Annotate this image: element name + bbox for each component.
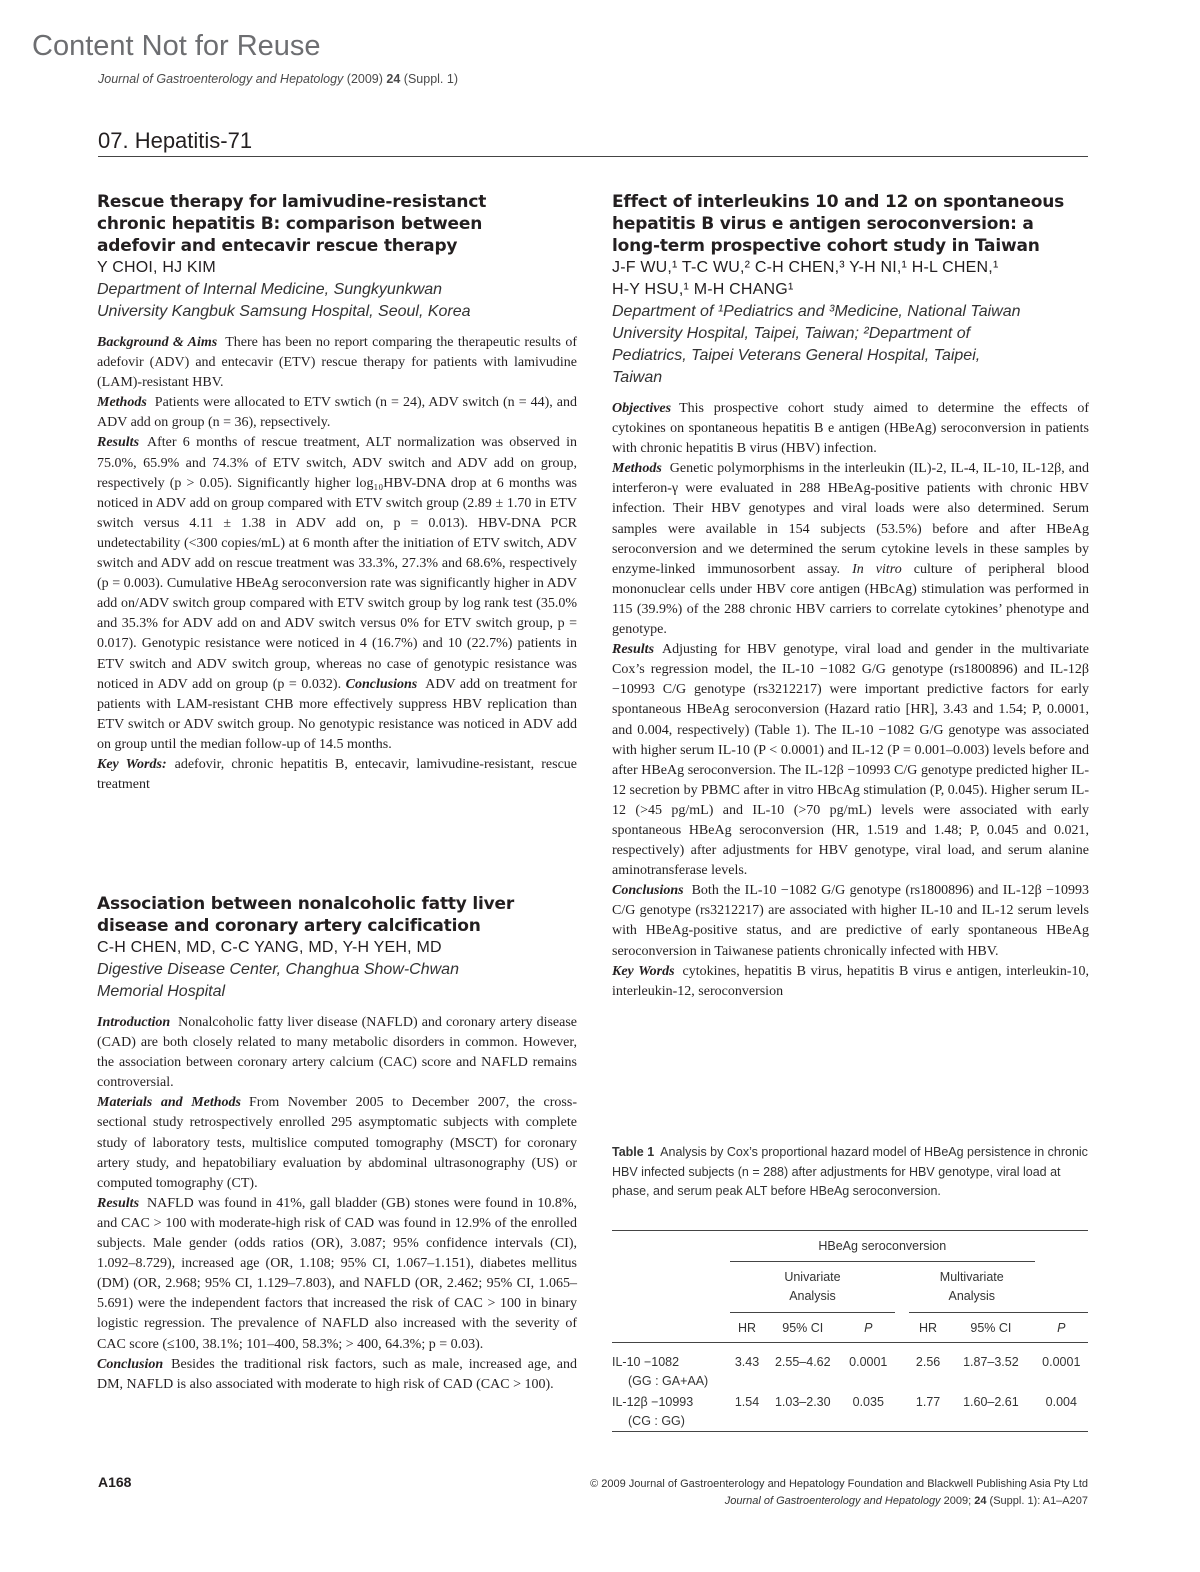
paragraph-text: Nonalcoholic fatty liver disease (NAFLD) and coronary artery disease (CAD) are both closely related to many metabolic disorders in common. However, the association between coronary artery calcium (CAC) score and NAFLD remains controversial. [97,1015,577,1091]
abstract-paragraph [97,1013,577,1093]
affiliation-line: Taiwan [612,369,663,386]
section-label: Materials and Methods [97,1095,241,1111]
row-label [612,1391,730,1432]
cell-value: 3.43 [734,1355,760,1369]
paragraph-text: Both the IL-10 −1082 G/G genotype (rs1800896) and IL-12β −10993 C/G genotype (rs3212217) are associated with higher IL-10 and IL-12 serum levels with HBeAg-positive status, and are predictive of early spontaneous HBeAg seroconversion in Taiwanese patients chronically infected with HBV. [612,883,1089,959]
authors [97,937,577,959]
results-table [612,1230,1088,1433]
paragraph-text: This prospective cohort study aimed to determine the effects of cytokines on spontaneous hepatitis B e antigen (HBeAg) seroconversion in patients with chronic hepatitis B virus (HBV) infection. [612,401,1089,457]
section-label: Background & Aims [97,335,218,350]
cell-value: 0.0001 [1042,1355,1081,1369]
paragraph-text: Besides the traditional risk factors, such as male, increased age, and DM, NAFLD is also associated with moderate to high risk of CAD (CAC > 100). [97,1356,577,1392]
abstract-paragraph [97,1093,577,1193]
paragraph-text: Patients were allocated to ETV swtich (n = 24), ADV switch (n = 44), and ADV add on group (n = 36), repsectively. [97,395,577,431]
journal-volume: 24 [386,72,401,86]
affiliation-line: Pediatrics, Taipei Veterans General Hospital, Taipei, [612,347,981,364]
journal-name: Journal of Gastroenterology and Hepatology [98,72,344,86]
abstract-paragraph [97,393,577,433]
subgroup-multivariate: Multivariate Analysis [909,1262,1035,1313]
paragraph-text: NAFLD was found in 41%, gall bladder (GB) stones were found in 10.8%, and CAC > 100 with moderate-high risk of CAD was found in 12.9% of the enrolled subjects. Male gender (odds ratios (OR), 3.087; 95% confidence intervals (CI), 1.092–8.729), increased age (OR, 1.108; 95% CI, 1.067–1.151), diabetes mellitus (DM) (OR, 2.968; 95% CI, 1.129–7.803), and NAFLD (OR, 2.462; 95% CI, 1.065–5.691) were the independent factors that increased the risk of CAC > 100 in binary logistic regression. The prevalence of NAFLD also increased with the severity of CAC score (≤100, 38.1%; 101–400, 58.3%; > 400, 64.3%; p = 0.03). [97,1195,577,1352]
title-line: Rescue therapy for lamivudine-resistanct [97,192,487,212]
section-label: Conclusions [612,883,684,899]
abstract-paragraph [97,433,577,755]
journal-reference [98,72,458,86]
abstract-paragraph [97,333,577,393]
table-row [612,1391,1088,1432]
column-header-p: P [1057,1320,1066,1335]
title-line: chronic hepatitis B: comparison between [97,214,483,234]
row-subname: (GG : GA+AA) [628,1374,709,1388]
table-row [612,1343,1088,1392]
citation-journal: Journal of Gastroenterology and Hepatology [724,1495,941,1507]
section-label: Methods [97,395,147,411]
abstract-body [612,399,1089,1002]
affiliation-line: Department of ¹Pediatrics and ³Medicine, National Taiwan [612,303,1021,320]
abstract-paragraph [612,459,1089,640]
paragraph-text: There has been no report comparing the therapeutic results of adefovir (ADV) and entecavir (ETV) rescue therapy for patients with lamivudine (LAM)-resistant HBV. [97,335,577,391]
spacer [895,1391,909,1432]
journal-year: (2009) [346,72,383,86]
header-blank [612,1313,730,1343]
abstract-body [97,1013,577,1395]
spacer [895,1343,909,1392]
authors-line: H-Y HSU,¹ M-H CHANG¹ [612,281,794,298]
article-interleukins [612,191,1089,1002]
column-header-95-ci: 95% CI [782,1320,824,1335]
paragraph-text: cytokines, hepatitis B virus, hepatitis B virus e antigen, interleukin-10, interleukin-12, seroconversion [612,963,1089,999]
spacer [895,1313,909,1343]
affiliation-line: Digestive Disease Center, Changhua Show-Chwan [97,961,459,978]
page-number: A168 [98,1474,132,1490]
cell-value: 0.0001 [849,1355,888,1369]
paragraph-text: Genetic polymorphisms in the interleukin (IL)-2, IL-4, IL-10, IL-12β, and interferon-γ were evaluated in 288 HBeAg-positive patients with chronic HBV infection. Their HBV genotypes and viral loads were also determined. Serum samples were available in 154 subjects (53.5%) before and after HBeAg seroconversion and we determined the serum cytokine levels in these samples by enzyme-linked immunosorbent assay. [612,461,1089,577]
section-title: 07. Hepatitis-71 [98,128,1088,157]
title-line: adefovir and entecavir rescue therapy [97,236,458,256]
watermark: Content Not for Reuse [32,30,321,62]
affiliation-line: Department of Internal Medicine, Sungkyunkwan [97,281,443,298]
paragraph-text: Adjusting for HBV genotype, viral load and gender in the multivariate Cox’s regression model, the IL-10 −1082 G/G genotype (rs1800896) and IL-12β −10993 C/G genotype (rs3212217) were important predictive factors for early spontaneous HBeAg seroconversion (Hazard ratio [HR], 3.43 and 1.54; P, 0.0001, and 0.004, respectively) (Table 1). The IL-10 −1082 G/G genotype was associated with higher serum IL-10 (P < 0.0001) and IL-12 (P = 0.001–0.003) levels before and after HBeAg seroconversion. The IL-12β −10993 C/G genotype predicted higher IL-12 secretion by PBMC after in vitro HBcAg stimulation (P, 0.045). Higher serum IL-12 (>45 pg/mL) and IL-10 (>70 pg/mL) levels were associated with early spontaneous HBeAg seroconversion (HR, 1.519 and 1.48; P, 0.045 and 0.021, respectively) after adjustments for HBV genotype, viral load, and serum alanine aminotransferase levels. [612,642,1089,879]
row-label [612,1343,730,1392]
article-title [612,191,1089,257]
column-header-p: P [864,1320,873,1335]
section-label: Results [97,435,140,451]
abstract-paragraph [97,1194,577,1355]
column-header-hr: HR [919,1320,938,1335]
section-label: Methods [612,461,662,477]
table-caption-text: Analysis by Cox’s proportional hazard model of HBeAg persistence in chronic HBV infected subjects (n = 288) after adjustments for HBV genotype, viral load at phase, and serum peak ALT before HBeAg seroconversion. [612,1145,1088,1198]
article-title [97,893,577,937]
cell-value: 0.035 [852,1395,884,1409]
paragraph-text: From November 2005 to December 2007, the cross-sectional study retrospectively enrolled 295 asymptomatic subjects with complete study of laboratory tests, multislice computed tomography (MSCT) for coronary artery study, and hepatobiliary evaluation by abdominal ultrasonography (US) or computed tomography (CT). [97,1095,577,1191]
cell-value: 2.56 [915,1355,941,1369]
column-header-hr: HR [737,1320,757,1335]
section-label: Introduction [97,1015,171,1030]
cell-value: 1.60–2.61 [963,1395,1019,1409]
abstract-paragraph [612,881,1089,961]
title-line: Effect of interleukins 10 and 12 on spontaneous [612,192,1065,212]
affiliation [612,301,1089,389]
abstract-paragraph [97,755,577,795]
group-header: HBeAg seroconversion [730,1231,1035,1262]
row-name: IL-10 −1082 [612,1355,680,1369]
title-line: disease and coronary artery calcification [97,916,481,936]
paragraph-text: ADV add on treatment for patients with LAM-resistant CHB more effectively suppress HBV replication than ETV switch or ADV switch group. No genotypic resistance was noticed in ADV add on group until the median follow-up of 14.5 months. [97,676,577,752]
cell-value: 1.77 [915,1395,941,1409]
abstract-paragraph [97,1355,577,1395]
authors [612,257,1089,301]
authors-line: J-F WU,¹ T-C WU,² C-H CHEN,³ Y-H NI,¹ H-L CHEN,¹ [612,259,999,276]
authors [97,257,577,279]
article-title [97,191,577,257]
section-label: Results [612,642,655,658]
cell-value: 1.87–3.52 [963,1355,1019,1369]
affiliation-line: University Hospital, Taipei, Taiwan; ²Department of [612,325,971,342]
paragraph-text: adefovir, chronic hepatitis B, entecavir, lamivudine-resistant, rescue treatment [97,756,577,793]
affiliation [97,959,577,1003]
footer-citation [590,1476,1088,1510]
column-header-95-ci: 95% CI [970,1320,1012,1335]
title-line: hepatitis B virus e antigen seroconversion: a [612,214,1034,234]
copyright: © 2009 Journal of Gastroenterology and Hepatology Foundation and Blackwell Publishing Asia Pty Ltd [590,1478,1088,1490]
journal-suppl: (Suppl. 1) [403,72,458,86]
subgroup-univariate: Univariate Analysis [730,1262,895,1313]
section-label: Key Words: [97,756,167,772]
citation-year: 2009; [943,1495,972,1507]
title-line: long-term prospective cohort study in Taiwan [612,236,1040,256]
section-label: Objectives [612,401,672,416]
paragraph-text: culture of peripheral blood mononuclear cells under HBV core antigen (HBcAg) stimulation was performed in 115 (39.9%) of the 288 chronic HBV carriers to correlate cytokines’ phenotype and genotype. [612,561,1089,638]
cell-value: 0.004 [1045,1395,1077,1409]
section-label: Key Words [612,963,675,979]
section-label: Conclusions [345,676,418,692]
affiliation-line: Memorial Hospital [97,983,226,1000]
abstract-paragraph [612,640,1089,881]
abstract-paragraph [612,399,1089,459]
article-rescue-therapy [97,191,577,795]
table-label: Table 1 [612,1145,655,1159]
table-caption [612,1143,1088,1202]
cell-value: 2.55–4.62 [774,1355,831,1369]
authors-line: C-H CHEN, MD, C-C YANG, MD, Y-H YEH, MD [97,939,442,956]
paragraph-text: After 6 months of rescue treatment, ALT normalization was observed in 75.0%, 65.9% and 74.3% of ETV switch, ADV switch and ADV add on group, respectively (p > 0.05). Significantly higher log₁₀HBV-DNA drop at 6 months was noticed in ADV add on group compared with ETV switch group (2.89 ± 1.70 in ETV switch versus 4.11 ± 1.38 in ADV add on, p = 0.013). HBV-DNA PCR undetectability (<300 copies/mL) at 6 month after the initiation of ETV switch, ADV switch and ADV add on rescue treatment was 33.3%, 27.3% and 68.6%, respectively (p = 0.003). Cumulative HBeAg seroconversion rate was significantly higher in ADV add on/ADV switch group compared with ETV switch group by log rank test (35.0% and 35.3% for ADV add on and ADV switch versus 0% for ETV switch group, p = 0.017). Genotypic resistance were noticed in 4 (16.7%) and 10 (22.7%) patients in ETV switch and ADV switch group, whereas no case of genotypic resistance was noticed in ADV add on group (p = 0.032). [97,435,577,692]
article-nafld-cac [97,893,577,1395]
title-line: Association between nonalcoholic fatty liver [97,894,515,914]
section-label: Conclusion [97,1356,164,1372]
italic-text: In vitro [852,561,902,577]
abstract-body [97,333,577,795]
authors-line: Y CHOI, HJ KIM [97,259,216,276]
affiliation-line: University Kangbuk Samsung Hospital, Seoul, Korea [97,303,471,320]
affiliation [97,279,577,323]
citation-pages: (Suppl. 1): A1–A207 [989,1495,1088,1507]
section-label: Results [97,1195,140,1211]
row-subname: (CG : GG) [628,1414,685,1428]
cell-value: 1.54 [734,1395,760,1409]
row-name: IL-12β −10993 [612,1395,694,1409]
abstract-paragraph [612,962,1089,1002]
citation-volume: 24 [974,1495,987,1507]
cell-value: 1.03–2.30 [774,1395,831,1409]
